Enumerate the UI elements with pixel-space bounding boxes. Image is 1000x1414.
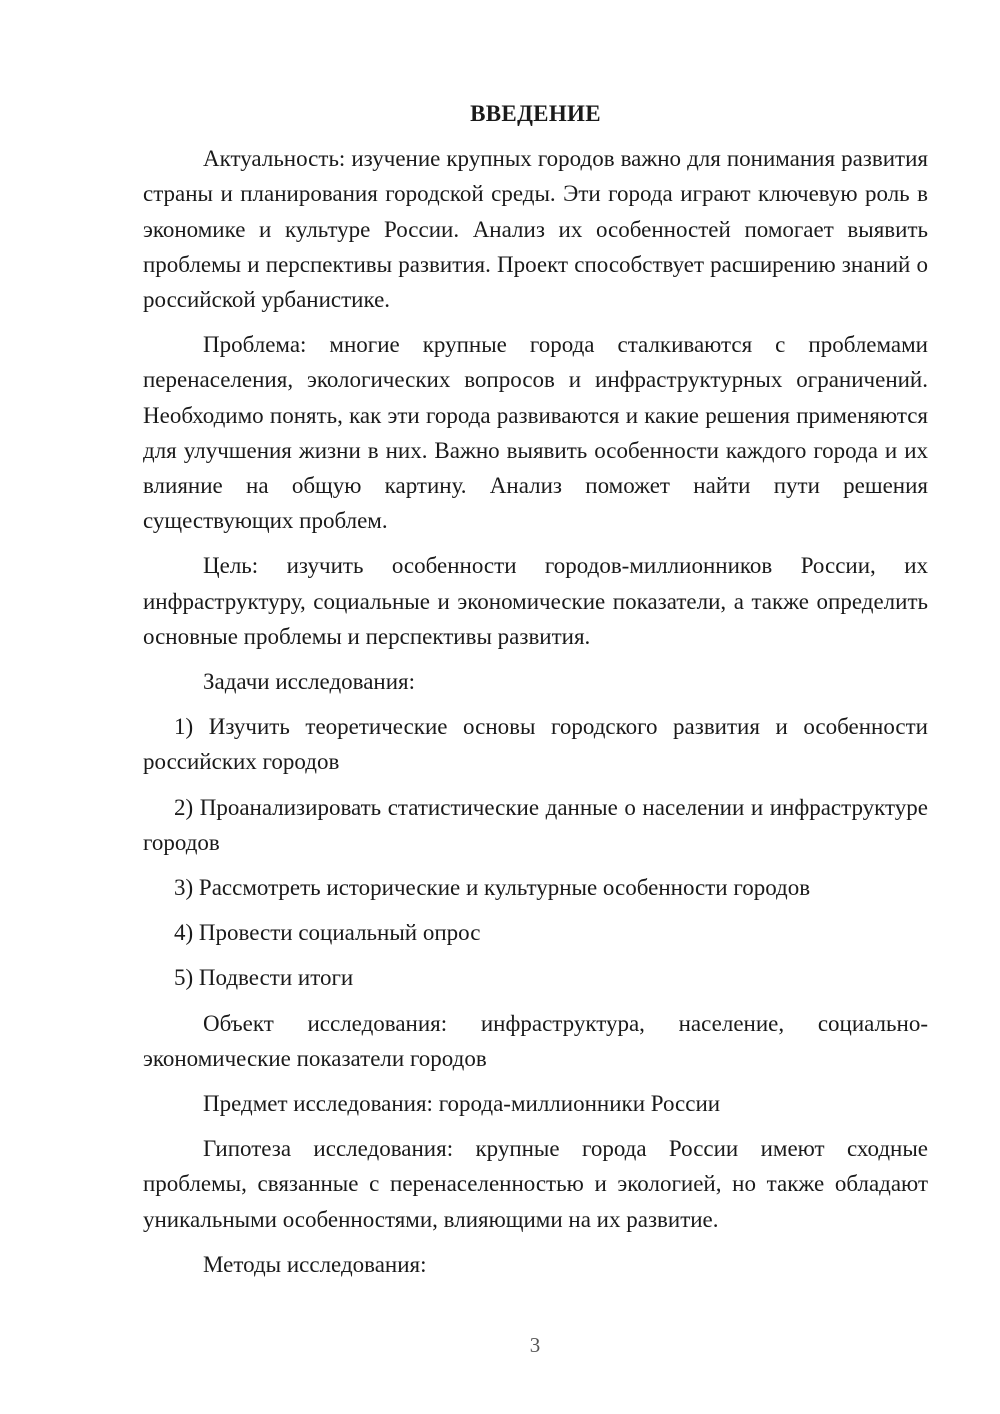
goal-paragraph: Цель: изучить особенности городов-миллионников России, их инфраструктуру, социальные и экономические показатели, а также определить основные проблемы и перспективы развития. bbox=[143, 553, 928, 649]
page-number: 3 bbox=[529, 1333, 541, 1357]
task-item-5: 5) Подвести итоги bbox=[174, 965, 354, 991]
methods-paragraph: Методы исследования: bbox=[203, 1251, 427, 1277]
tasks-heading: Задачи исследования: bbox=[203, 669, 416, 695]
object-paragraph: Объект исследования: инфраструктура, население, социально-экономические показатели городов bbox=[143, 1010, 928, 1071]
task-item-1: 1) Изучить теоретические основы городского развития и особенности российских городов bbox=[143, 714, 928, 775]
problem-paragraph: Проблема: многие крупные города сталкиваются с проблемами перенаселения, экологических вопросов и инфраструктурных ограничений. Необходимо понять, как эти города развиваются и какие решения применяются для улучшения жизни в них. Важно выявить особенности каждого города и их влияние на общую картину. Анализ поможет найти пути решения существующих проблем. bbox=[143, 332, 928, 534]
task-item-3: 3) Рассмотреть исторические и культурные особенности городов bbox=[174, 875, 811, 901]
task-item-2: 2) Проанализировать статистические данные о населении и инфраструктуре городов bbox=[143, 794, 928, 855]
document-page bbox=[143, 96, 928, 1282]
relevance-paragraph: Актуальность: изучение крупных городов важно для понимания развития страны и планирования городской среды. Эти города играют ключевую роль в экономике и культуре России. Анализ их особенностей помогает выявить проблемы и перспективы развития. Проект способствует расширению знаний о российской урбанистике. bbox=[143, 146, 928, 313]
task-item-4: 4) Провести социальный опрос bbox=[174, 920, 481, 946]
hypothesis-paragraph: Гипотеза исследования: крупные города России имеют сходные проблемы, связанные с перенаселенностью и экологией, но также обладают уникальными особенностями, влияющими на их развитие. bbox=[143, 1136, 928, 1232]
subject-paragraph: Предмет исследования: города-миллионники России bbox=[203, 1091, 721, 1117]
page-title: ВВЕДЕНИЕ bbox=[470, 101, 601, 126]
